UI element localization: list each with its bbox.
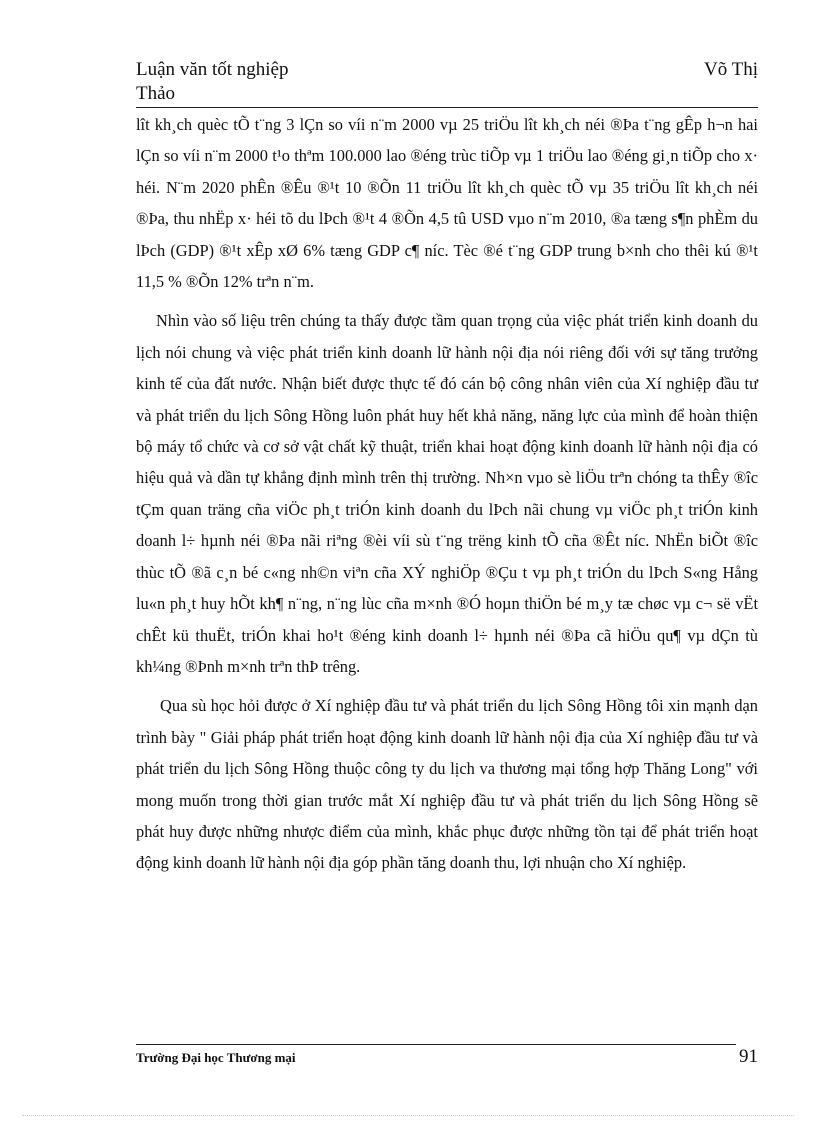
page-bottom-edge (22, 1115, 794, 1116)
paragraph-thesis-topic: Qua sù học hỏi được ở Xí nghiệp đầu tư và phát triển du lịch Sông Hồng tôi xin mạnh dạn trình bày " Giải pháp phát triển hoạt động kinh doanh lữ hành nội địa của Xí nghiệp đầu tư và phát triển du lịch Sông Hồng thuộc công ty du lịch va thương mại tổng hợp Thăng Long" với mong muốn trong thời gian trước mắt Xí nghiệp đầu tư và phát triển du lịch Sông Hồng sẽ phát huy được những nhược điểm của mình, khắc phục được những tồn tại để phát triển hoạt động kinh doanh lữ hành nội địa góp phần tăng doanh thu, lợi nhuận cho Xí nghiệp. (136, 696, 758, 873)
paragraph-statistics: lît kh¸ch quèc tÕ t¨ng 3 lÇn so víi n¨m 2000 vµ 25 triÖu lît kh¸ch néi ®Þa t¨ng gÊp h¬n hai lÇn so víi n¨m 2000 t¹o thªm 100.000 lao ®éng trùc tiÕp vµ 1 triÖu lao ®éng gi¸n tiÕp cho x· héi. N¨m 2020 phÊn ®Êu ®¹t 10 ®Õn 11 triÖu lît kh¸ch quèc tÕ vµ 35 triÖu lît kh¸ch néi ®Þa, thu nhËp x· héi tõ du lÞch ®¹t 4 ®Õn 4,5 tû USD vµo n¨m 2010, ®a tæng s¶n phÈm du lÞch (GDP) ®¹t xÊp xØ 6% tæng GDP c¶ níc. Tèc ®é t¨ng GDP trung b×nh cho thêi kú ®¹t 11,5 % ®Õn 12% trªn n¨m. (136, 115, 758, 292)
header-title: Luận văn tốt nghiệp (136, 59, 289, 80)
header-divider (136, 107, 758, 108)
page-number: 91 (739, 1046, 758, 1067)
footer-school-name: Trường Đại học Thương mại (136, 1050, 296, 1065)
body-text (136, 109, 758, 879)
header-title-block (136, 58, 436, 106)
page-footer (136, 1046, 758, 1070)
footer-divider (136, 1044, 736, 1045)
header-author-last-name: Thảo (136, 83, 176, 104)
header-author-first-name: Võ Thị (703, 59, 758, 80)
paragraph-importance: Nhìn vào số liệu trên chúng ta thấy được tầm quan trọng của việc phát triển kinh doanh du lịch nói chung và việc phát triển kinh doanh lữ hành nội địa nói riêng đối với sự tăng trưởng kinh tế của đất nước. Nhận biết được thực tế đó cán bộ công nhân viên của Xí nghiệp đầu tư và phát triển du lịch Sông Hồng luôn phát huy hết khả năng, năng lực của mình để hoàn thiện bộ máy tổ chức và cơ sở vật chất kỹ thuật, triển khai hoạt động kinh doanh lữ hành nội địa có hiệu quả và dần tự khẳng định mình trên thị trường. Nh×n vµo sè liÖu trªn chóng ta thÊy ®îc tÇm quan träng cña viÖc ph¸t triÓn kinh doanh du lÞch nãi chung vµ viÖc ph¸t triÓn kinh doanh l÷ hµnh néi ®Þa nãi riªng ®èi víi sù t¨ng trëng kinh tÕ cña ®Êt níc. NhËn biÕt ®îc thùc tÕ ®ã c¸n bé c«ng nh©n viªn cña XÝ nghiÖp ®Çu t vµ ph¸t triÓn du lÞch S«ng Hång lu«n ph¸t huy hÕt kh¶ n¨ng, n¨ng lùc cña m×nh ®Ó hoµn thiÖn bé m¸y tæ chøc vµ c¬ së vËt chÊt kü thuËt, triÓn khai ho¹t ®éng kinh doanh l÷ hµnh néi ®Þa cã hiÖu qu¶ vµ dÇn tù kh¼ng ®Þnh m×nh trªn thÞ trêng. (136, 311, 758, 676)
